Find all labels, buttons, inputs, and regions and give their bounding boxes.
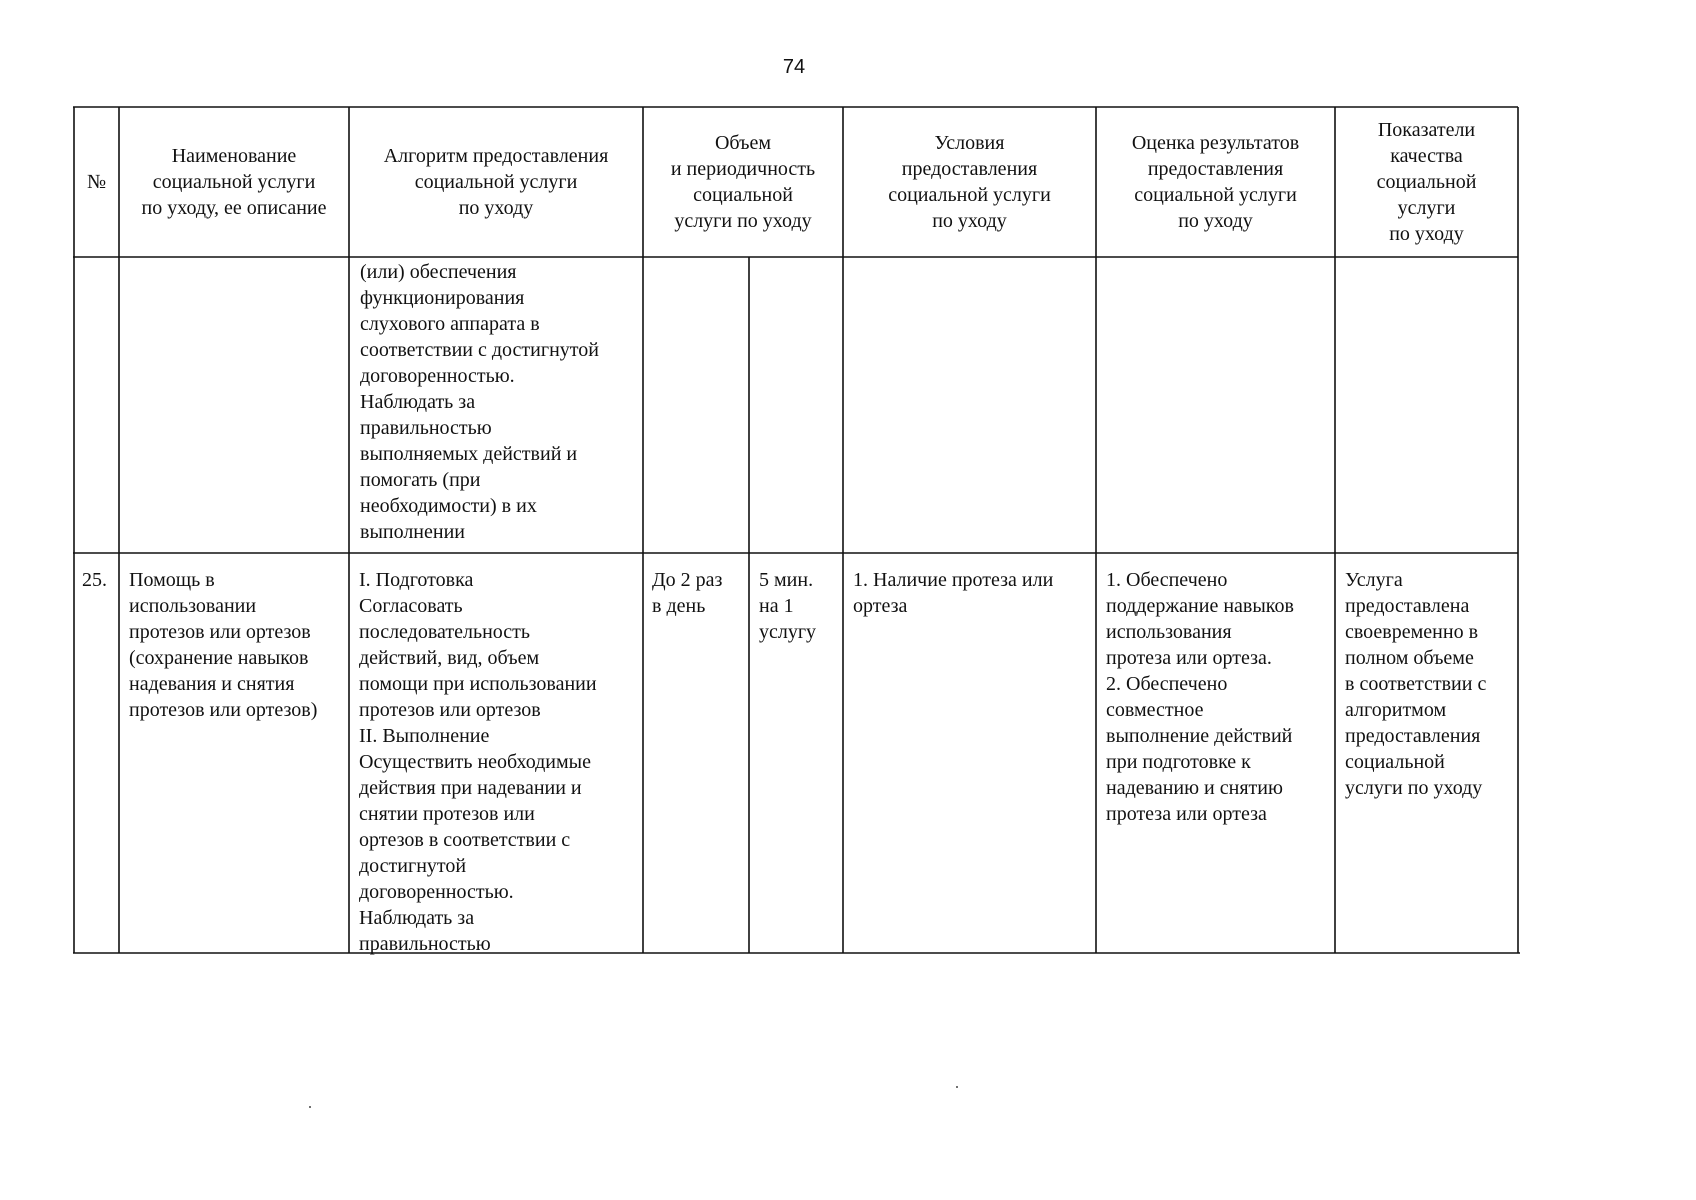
row-25-evaluation: 1. Обеспечено поддержание навыков использования протеза или ортеза. 2. Обеспечено совместное выполнение действий при подготовке к надеванию и снятию протеза или ортеза bbox=[1106, 569, 1294, 825]
row-25-volume-times: До 2 раз в день bbox=[652, 569, 723, 617]
table-row-continuation-algorithm: (или) обеспечения функционирования слухового аппарата в соответствии с достигнутой договоренностью. Наблюдать за правильностью выполняемых действий и помогать (при необходимости) в их выполнении bbox=[360, 261, 599, 543]
header-algorithm: Алгоритм предоставления социальной услуги по уходу bbox=[383, 145, 609, 219]
header-volume: Объем и периодичность социальной услуги по уходу bbox=[670, 132, 816, 232]
header-service-name: Наименование социальной услуги по уходу, ее описание bbox=[141, 145, 327, 219]
header-num: № bbox=[86, 171, 107, 193]
row-25-number: 25. bbox=[82, 569, 107, 591]
header-evaluation: Оценка результатов предоставления социальной услуги по уходу bbox=[1131, 132, 1300, 232]
row-25-volume-duration: 5 мин. на 1 услугу bbox=[759, 569, 817, 643]
header-quality: Показатели качества социальной услуги по уходу bbox=[1376, 119, 1477, 245]
scan-speck bbox=[309, 1106, 311, 1108]
row-25-conditions: 1. Наличие протеза или ортеза bbox=[853, 569, 1054, 617]
row-25-service-name: Помощь в использовании протезов или ортезов (сохранение навыков надевания и снятия протезов или ортезов) bbox=[129, 569, 318, 721]
row-25-quality: Услуга предоставлена своевременно в полном объеме в соответствии с алгоритмом предоставления социальной услуги по уходу bbox=[1345, 569, 1487, 799]
page-number: 74 bbox=[782, 56, 806, 78]
row-25-algorithm: I. Подготовка Согласовать последовательность действий, вид, объем помощи при использовании протезов или ортезов II. Выполнение Осуществить необходимые действия при надевании и снятии протезов или ортезов в соответствии с достигнутой договоренностью. Наблюдать за правильностью bbox=[359, 569, 597, 955]
header-conditions: Условия предоставления социальной услуги по уходу bbox=[888, 132, 1051, 232]
scan-speck bbox=[956, 1086, 958, 1088]
